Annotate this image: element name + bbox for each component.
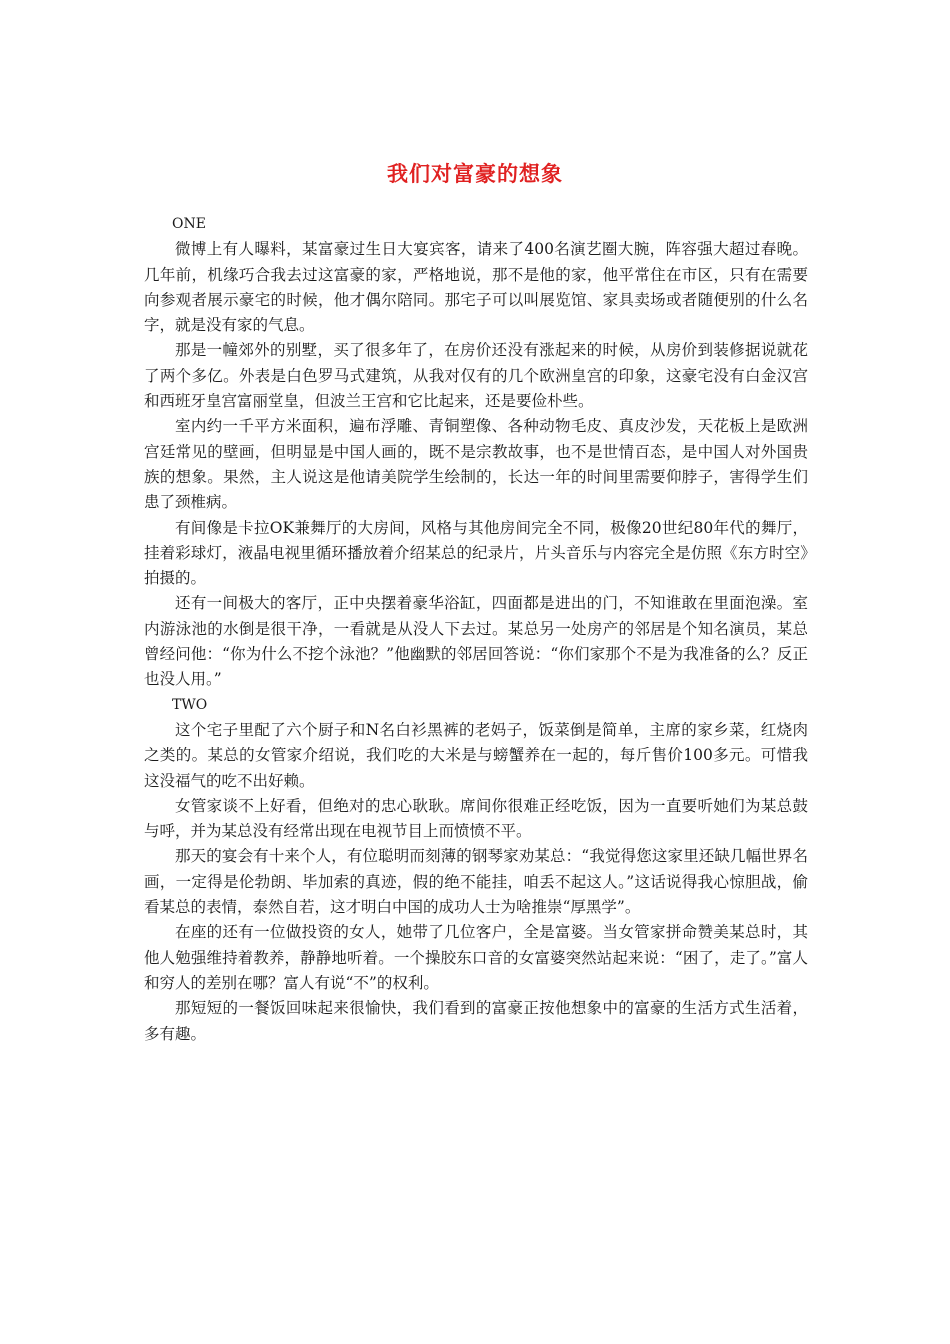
paragraph: 女管家谈不上好看，但绝对的忠心耿耿。席间你很难正经吃饭，因为一直要听她们为某总鼓与呼，并为某总没有经常出现在电视节目上而愤愤不平。 bbox=[144, 796, 808, 841]
paragraph: 微博上有人曝料，某富豪过生日大宴宾客，请来了400名演艺圈大腕，阵容强大超过春晚。几年前，机缘巧合我去过这富豪的家，严格地说，那不是他的家，他平常住在市区，只有在需要向参观者展示豪宅的时候，他才偶尔陪同。那宅子可以叫展览馆、家具卖场或者随便别的什么名字，就是没有家的气息。 bbox=[144, 240, 808, 335]
paragraph: 这个宅子里配了六个厨子和N名白衫黑裤的老妈子，饭菜倒是简单，主席的家乡菜，红烧肉之类的。某总的女管家介绍说，我们吃的大米是与螃蟹养在一起的，每斤售价100多元。可惜我这没福气的吃不出好赖。 bbox=[144, 720, 808, 790]
paragraph: 那是一幢郊外的别墅，买了很多年了，在房价还没有涨起来的时候，从房价到装修据说就花了两个多亿。外表是白色罗马式建筑，从我对仅有的几个欧洲皇宫的印象，这豪宅没有白金汉宫和西班牙皇宫富丽堂皇，但波兰王宫和它比起来，还是要俭朴些。 bbox=[144, 341, 808, 411]
section-heading-two: TWO bbox=[172, 696, 208, 713]
paragraph: 室内约一千平方米面积，遍布浮雕、青铜塑像、各种动物毛皮、真皮沙发，天花板上是欧洲宫廷常见的壁画，但明显是中国人画的，既不是宗教故事，也不是世情百态，是中国人对外国贵族的想象。果然，主人说这是他请美院学生绘制的，长达一年的时间里需要仰脖子，害得学生们患了颈椎病。 bbox=[144, 417, 808, 512]
paragraph: 那天的宴会有十来个人，有位聪明而刻薄的钢琴家劝某总：“我觉得您这家里还缺几幅世界名画，一定得是伦勃朗、毕加索的真迹，假的绝不能挂，咱丢不起这人。”这话说得我心惊胆战，偷看某总的表情，泰然自若，这才明白中国的成功人士为啥推崇“厚黑学”。 bbox=[144, 847, 808, 917]
paragraph: 有间像是卡拉OK兼舞厅的大房间，风格与其他房间完全不同，极像20世纪80年代的舞厅，挂着彩球灯，液晶电视里循环播放着介绍某总的纪录片，片头音乐与内容完全是仿照《东方时空》拍摄的。 bbox=[144, 518, 808, 588]
article-title: 我们对富豪的想象 bbox=[387, 162, 563, 186]
paragraph: 在座的还有一位做投资的女人，她带了几位客户，全是富婆。当女管家拼命赞美某总时，其他人勉强维持着教养，静静地听着。一个操胶东口音的女富婆突然站起来说：“困了，走了。”富人和穷人的差别在哪？富人有说“不”的权利。 bbox=[144, 923, 808, 992]
paragraph: 还有一间极大的客厅，正中央摆着豪华浴缸，四面都是进出的门，不知谁敢在里面泡澡。室内游泳池的水倒是很干净，一看就是从没人下去过。某总另一处房产的邻居是个知名演员，某总曾经问他：“你为什么不挖个泳池？”他幽默的邻居回答说：“你们家那个不是为我准备的么？反正也没人用。” bbox=[144, 594, 808, 689]
section-heading-one: ONE bbox=[172, 216, 206, 232]
article-body bbox=[144, 212, 808, 1047]
paragraph: 那短短的一餐饭回味起来很愉快，我们看到的富豪正按他想象中的富豪的生活方式生活着，多有趣。 bbox=[144, 999, 808, 1043]
